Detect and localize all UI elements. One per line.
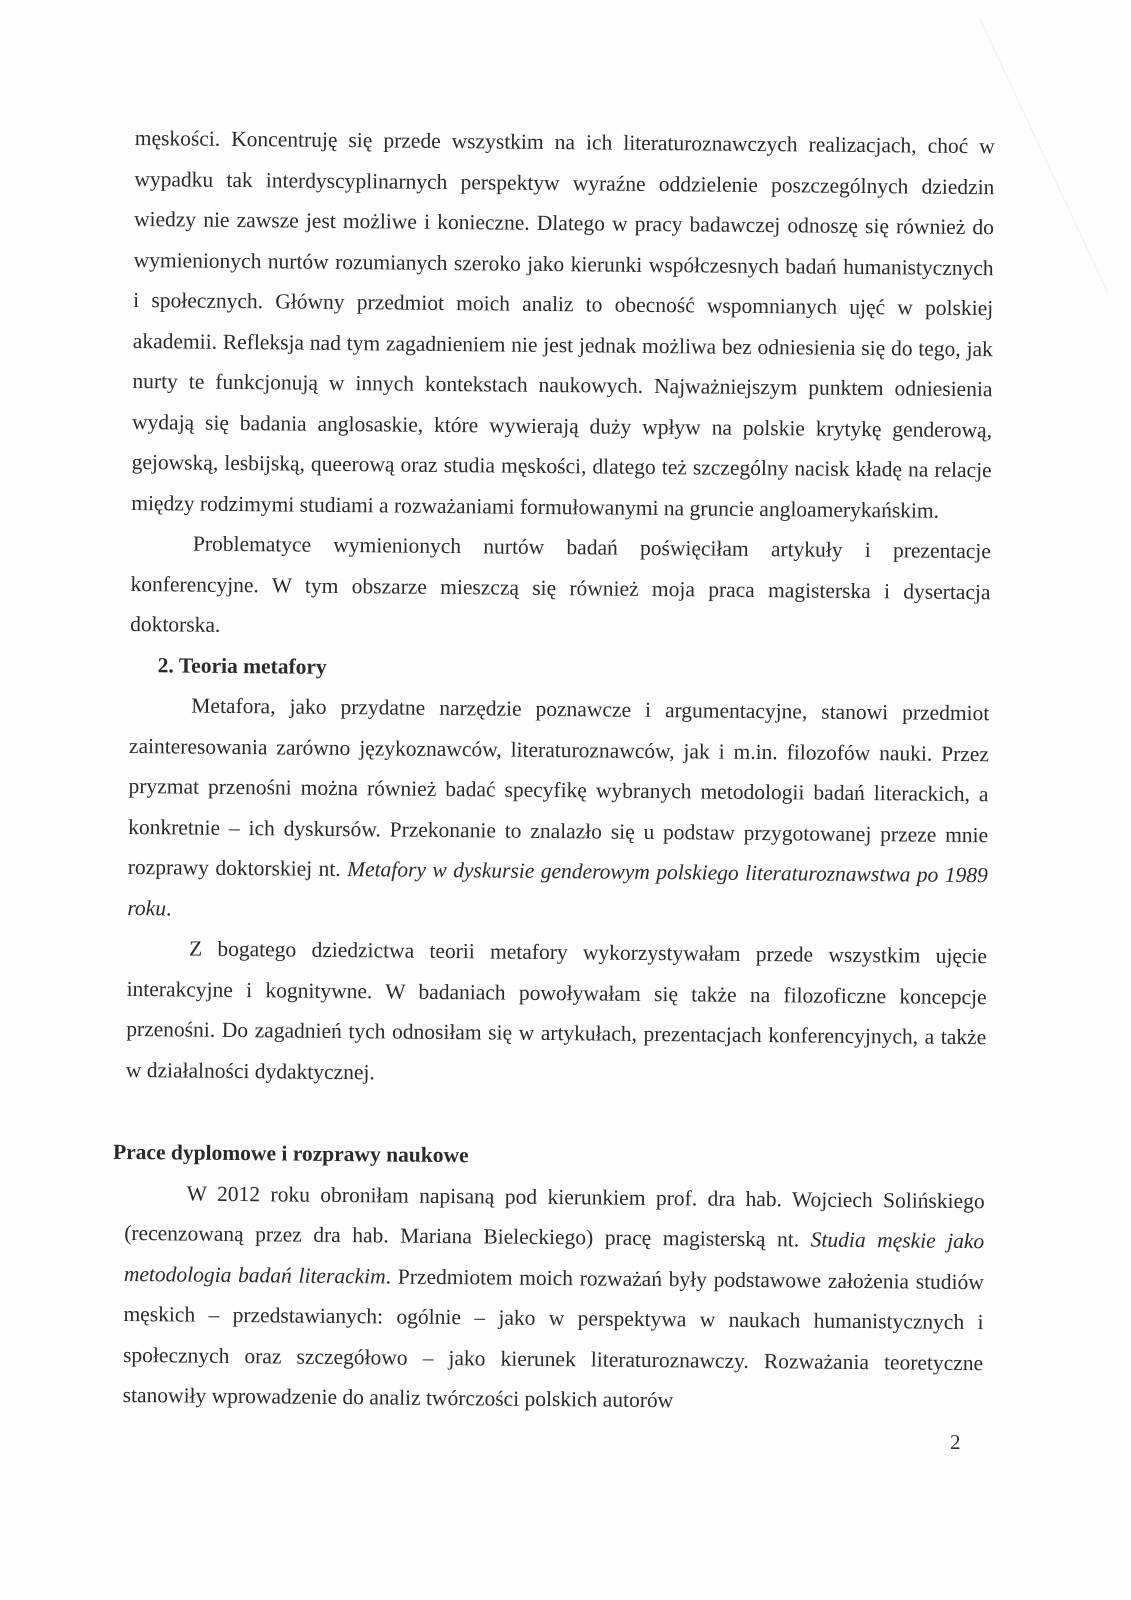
paragraph-5-text-a: W 2012 roku obroniłam napisaną pod kierunkiem prof. dra hab. Wojciech Solińskiego (recenzowaną przez dra hab. Mariana Bieleckiego) pracę magisterską nt. <box>124 1181 985 1252</box>
paragraph-2: Problematyce wymienionych nurtów badań poświęciłam artykuły i prezentacje konferencyjne. W tym obszarze mieszczą się również moja praca magisterska i dysertacja doktorska. <box>130 531 991 637</box>
paragraph-3 <box>127 685 989 936</box>
paragraph-5 <box>123 1172 985 1423</box>
paragraph-5-text-b: . Przedmiotem moich rozważań były podstawowe założenia studiów męskich – przedstawianych: ogólnie – jako w perspektywa w naukach humanistycznych i społecznych oraz szczegółowo – jako kierunek literaturoznawczy. Rozważania teoretyczne stanowiły wprowadzenie do analiz twórczości polskich autorów <box>122 1263 984 1413</box>
page-number: 2 <box>950 1430 961 1454</box>
paragraph-1: męskości. Koncentruję się przede wszystkim na ich literaturoznawczych realizacjach, choć w wypadku tak interdyscyplinarnych perspektyw wyraźne oddzielenie poszczególnych dziedzin wiedzy nie zawsze jest możliwe i konieczne. Dlatego w pracy badawczej odnoszę się również do wymienionych nurtów rozumianych szeroko jako kierunki współczesnych badań humanistycznych i społecznych. Główny przedmiot moich analiz to obecność wspomnianych ujęć w polskiej akademii. Refleksja nad tym zagadnieniem nie jest jednak możliwa bez odniesienia się do tego, jak nurty te funkcjonują w innych kontekstach naukowych. Najważniejszym punktem odniesienia wydają się badania anglosaskie, które wywierają duży wpływ na polskie krytykę genderową, gejowską, lesbijską, queerową oraz studia męskości, dlatego też szczególny nacisk kładę na relacje między rodzimymi studiami a rozważaniami formułowanymi na gruncie angloamerykańskim. <box>131 125 995 523</box>
dissertation-title: Metafory w dyskursie genderowym polskiego literaturoznawstwa po 1989 roku <box>127 857 988 920</box>
section-heading-teoria-metafory: 2. Teoria metafory <box>157 652 327 679</box>
thesis-title: Studia męskie jako metodologia badań literackim <box>123 1227 985 1288</box>
heading-prace-dyplomowe: Prace dyplomowe i rozprawy naukowe <box>112 1139 469 1168</box>
scan-edge-artifact <box>980 0 1131 292</box>
paragraph-3-text: Metafora, jako przydatne narzędzie poznawcze i argumentacyjne, stanowi przedmiot zainteresowania zarówno językoznawców, literaturoznawców, jak i m.in. filozofów nauki. Przez pryzmat przenośni można również badać specyfikę wybranych metodologii badań literackich, a konkretnie – ich dyskursów. Przekonanie to znalazło się u podstaw przygotowanej przeze mnie rozprawy doktorskiej nt. <box>127 693 990 882</box>
document-body <box>112 118 995 1424</box>
paragraph-4: Z bogatego dziedzictwa teorii metafory wykorzystywałam przede wszystkim ujęcie interakcyjne i kognitywne. W badaniach powoływałam się także na filozoficzne koncepcje przenośni. Do zagadnień tych odnosiłam się w artykułach, prezentacjach konferencyjnych, a także w działalności dydaktycznej. <box>125 936 988 1084</box>
paragraph-3-end: . <box>165 895 172 920</box>
